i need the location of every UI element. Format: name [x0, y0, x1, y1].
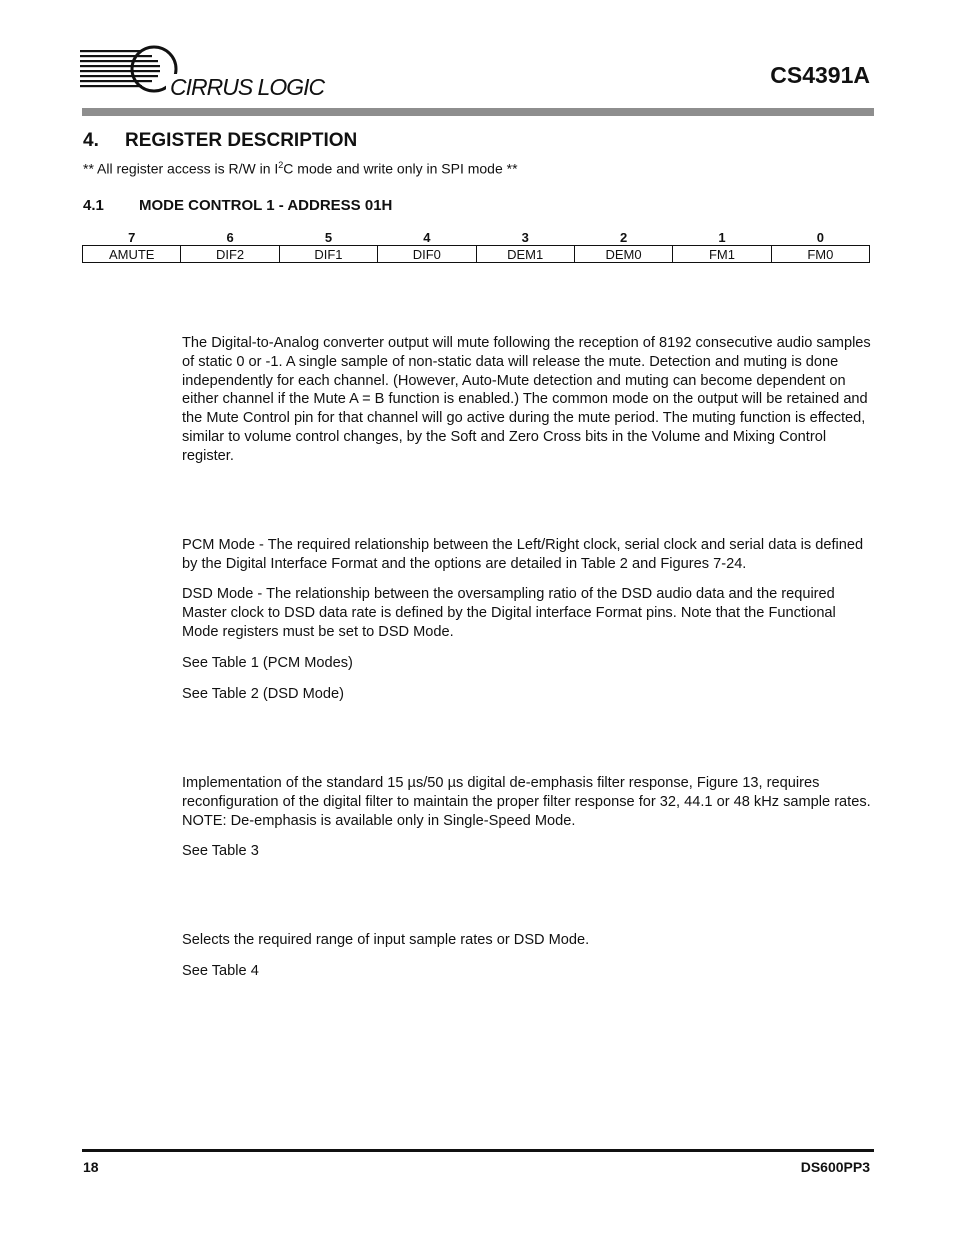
functional-mode-description: Selects the required range of input sample rates or DSD Mode.	[182, 932, 590, 948]
logo-wordmark: CIRRUS LOGIC	[166, 74, 324, 101]
access-note: ** All register access is R/W in $I^2C$ mode and write only in SPI mode **	[83, 160, 518, 177]
bit-number-row	[83, 228, 870, 246]
section-number: 4.	[83, 130, 99, 151]
bit-name: AMUTE	[83, 246, 181, 263]
bit-name: FM0	[771, 246, 869, 263]
see-table-4: See Table 4	[182, 963, 259, 979]
bit-name-row	[83, 246, 870, 263]
bit-name: DEM1	[476, 246, 574, 263]
bit-name: DIF0	[378, 246, 476, 263]
register-table	[82, 228, 870, 263]
bit-name: DEM0	[574, 246, 672, 263]
bit-number: 0	[816, 229, 824, 245]
document-code: DS600PP3	[800, 1159, 870, 1175]
bit-number: 4	[423, 229, 431, 245]
bit-name: DIF2	[181, 246, 279, 263]
see-table-3: See Table 3	[182, 843, 259, 859]
section-heading	[83, 130, 357, 152]
bit-name: FM1	[673, 246, 771, 263]
amute-description: The Digital-to-Analog converter output will mute following the reception of 8192 consecutive audio samples of static 0 or -1. A single sample of non-static data will release the mute. Detection and muting is done independently for each channel. (However, Auto-Mute detection and muting can become dependent on either channel if the Mute A = B function is enabled.) The common mode on the output will be retained and the Mute Control pin for that channel will go active during the mute period. The muting function is effected, similar to volume control changes, by the Soft and Zero Cross bits in the Volume and Mixing Control register.	[182, 335, 871, 464]
header-divider	[82, 108, 874, 116]
dsd-mode-description: DSD Mode - The relationship between the oversampling ratio of the DSD audio data and the required Master clock to DSD data rate is defined by the Digital interface Format pins. Note that the Functional Mode registers must be set to DSD Mode.	[182, 586, 836, 640]
subsection-title: MODE CONTROL 1 - ADDRESS 01H	[139, 197, 393, 214]
bit-name: DIF1	[279, 246, 377, 263]
footer-divider	[82, 1149, 874, 1152]
bit-number: 3	[521, 229, 529, 245]
pcm-mode-description: PCM Mode - The required relationship between the Left/Right clock, serial clock and serial data is defined by the Digital Interface Format and the options are detailed in Table 2 and Figures 7-24.	[182, 537, 864, 572]
de-emphasis-description: Implementation of the standard 15 µs/50 µs digital de-emphasis filter response, Figure 13, requires reconfiguration of the digital filter to maintain the proper filter response for 32, 44.1 or 48 kHz sample rates. NOTE: De-emphasis is available only in Single-Speed Mode.	[182, 775, 871, 829]
bit-number: 2	[619, 229, 628, 245]
subsection-number: 4.1	[83, 197, 104, 214]
bit-number: 1	[718, 229, 726, 245]
bit-number: 5	[324, 229, 333, 245]
section-title: REGISTER DESCRIPTION	[125, 130, 358, 151]
subsection-heading	[83, 197, 392, 214]
page-number: 18	[83, 1159, 99, 1175]
bit-number: 7	[128, 229, 136, 245]
cirrus-logic-logo	[80, 44, 340, 104]
see-table-2: See Table 2 (DSD Mode)	[182, 686, 344, 702]
bit-number: 6	[226, 229, 234, 245]
see-table-1: See Table 1 (PCM Modes)	[182, 655, 353, 671]
document-id: CS4391A	[770, 62, 870, 88]
